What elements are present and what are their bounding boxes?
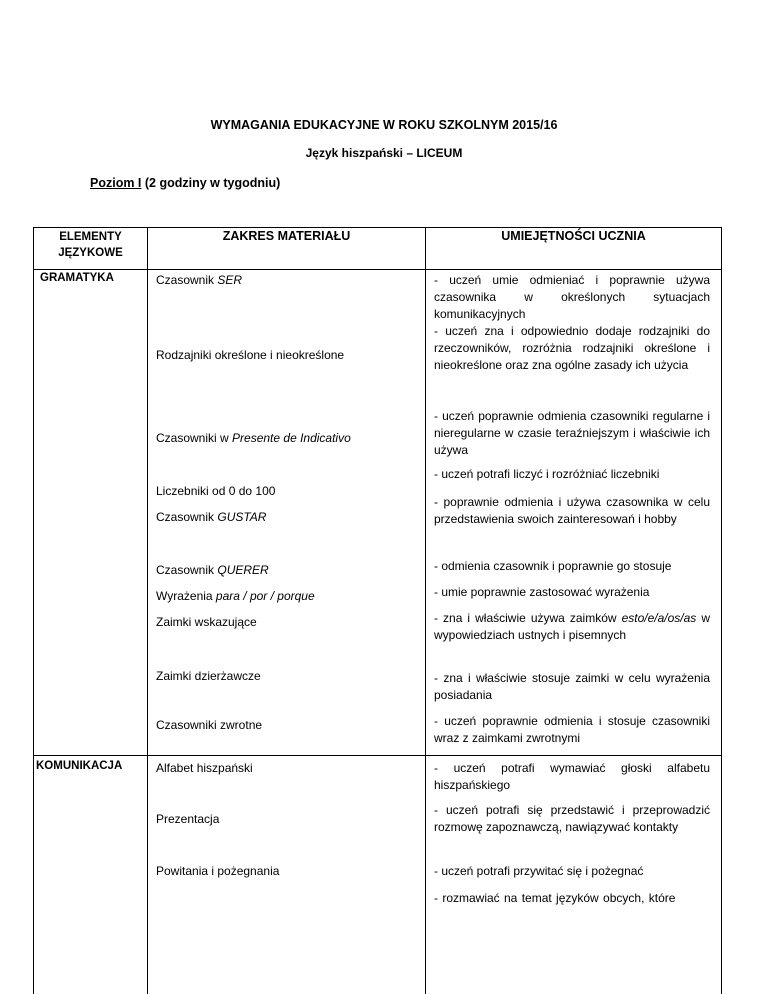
- skill-ser: - uczeń umie odmieniać i poprawnie używa czasownika w określonych sytuacjach komunikacyjnych: [434, 273, 710, 321]
- document-subtitle: Język hiszpański – LICEUM: [305, 146, 463, 160]
- section-komunikacja: KOMUNIKACJA: [36, 760, 123, 772]
- document-title: WYMAGANIA EDUKACYJNE W ROKU SZKOLNYM 2015/16: [210, 118, 558, 132]
- skill-presentation: - uczeń potrafi się przedstawić i przeprowadzić rozmowę zapoznawczą, nawiązywać kontakty: [434, 803, 710, 834]
- table-left-border: [33, 227, 34, 994]
- material-querer: Czasownik QUERER: [156, 563, 269, 577]
- material-ser-verb: SER: [217, 273, 243, 287]
- material-alphabet: Alfabet hiszpański: [156, 761, 253, 775]
- material-greetings: Powitania i pożegnania: [156, 864, 280, 878]
- skill-languages: - rozmawiać na temat języków obcych, które: [434, 891, 676, 905]
- material-reflexives: Czasowniki zwrotne: [156, 718, 263, 732]
- section-divider: [33, 755, 722, 756]
- material-querer-verb: QUERER: [217, 563, 269, 577]
- skill-demonstratives: - zna i właściwie używa zaimków esto/e/a/os/as w wypowiedziach ustnych i pisemnych: [434, 611, 710, 642]
- material-possessives: Zaimki dzierżawcze: [156, 669, 261, 683]
- header-scope: ZAKRES MATERIAŁU: [222, 229, 351, 243]
- material-presentation: Prezentacja: [156, 812, 220, 826]
- material-gustar-verb: GUSTAR: [217, 510, 267, 524]
- material-para-terms: para / por / porque: [215, 589, 315, 603]
- table-right-border: [721, 227, 722, 994]
- skill-demonstratives-term: esto/e/a/os/as: [621, 611, 697, 625]
- material-presente-term: Presente de Indicativo: [232, 431, 351, 445]
- material-presente: Czasowniki w Presente de Indicativo: [156, 431, 351, 445]
- skill-para: - umie poprawnie zastosować wyrażenia: [434, 585, 650, 599]
- section-gramatyka: GRAMATYKA: [40, 272, 114, 284]
- level-heading: [90, 176, 280, 190]
- col1-divider: [147, 227, 148, 994]
- table-top-border: [33, 227, 722, 228]
- material-ser: Czasownik SER: [156, 273, 243, 287]
- material-demonstratives: Zaimki wskazujące: [156, 615, 257, 629]
- header-elements: ELEMENTY JĘZYKOWE: [58, 231, 123, 259]
- material-para: Wyrażenia para / por / porque: [156, 589, 315, 603]
- material-articles: Rodzajniki określone i nieokreślone: [156, 348, 345, 362]
- level-detail: (2 godziny w tygodniu): [141, 176, 281, 190]
- skill-articles: - uczeń zna i odpowiednio dodaje rodzajniki do rzeczowników, rozróżnia rodzajniki określone i nieokreślone oraz zna ogólne zasady ich użycia: [434, 324, 710, 372]
- skill-alphabet: - uczeń potrafi wymawiać głoski alfabetu hiszpańskiego: [434, 761, 710, 792]
- skill-presente: - uczeń poprawnie odmienia czasowniki regularne i nieregularne w czasie teraźniejszym i właściwie ich używa: [434, 409, 710, 457]
- skill-possessives: - zna i właściwie stosuje zaimki w celu wyrażenia posiadania: [434, 671, 710, 702]
- skill-querer: - odmienia czasownik i poprawnie go stosuje: [434, 559, 672, 573]
- col2-divider: [425, 227, 426, 994]
- skill-reflexives: - uczeń poprawnie odmienia i stosuje czasowniki wraz z zaimkami zwrotnymi: [434, 714, 710, 745]
- skill-gustar: - poprawnie odmienia i używa czasownika w celu przedstawienia swoich zainteresowań i hobby: [434, 495, 710, 526]
- header-bottom-border: [33, 269, 722, 270]
- material-gustar: Czasownik GUSTAR: [156, 510, 267, 524]
- material-numbers: Liczebniki od 0 do 100: [156, 484, 276, 498]
- level-label: Poziom I: [90, 176, 142, 190]
- skill-greetings: - uczeń potrafi przywitać się i pożegnać: [434, 864, 644, 878]
- header-skills: UMIEJĘTNOŚCI UCZNIA: [501, 229, 646, 243]
- skill-numbers: - uczeń potrafi liczyć i rozróżniać liczebniki: [434, 467, 660, 481]
